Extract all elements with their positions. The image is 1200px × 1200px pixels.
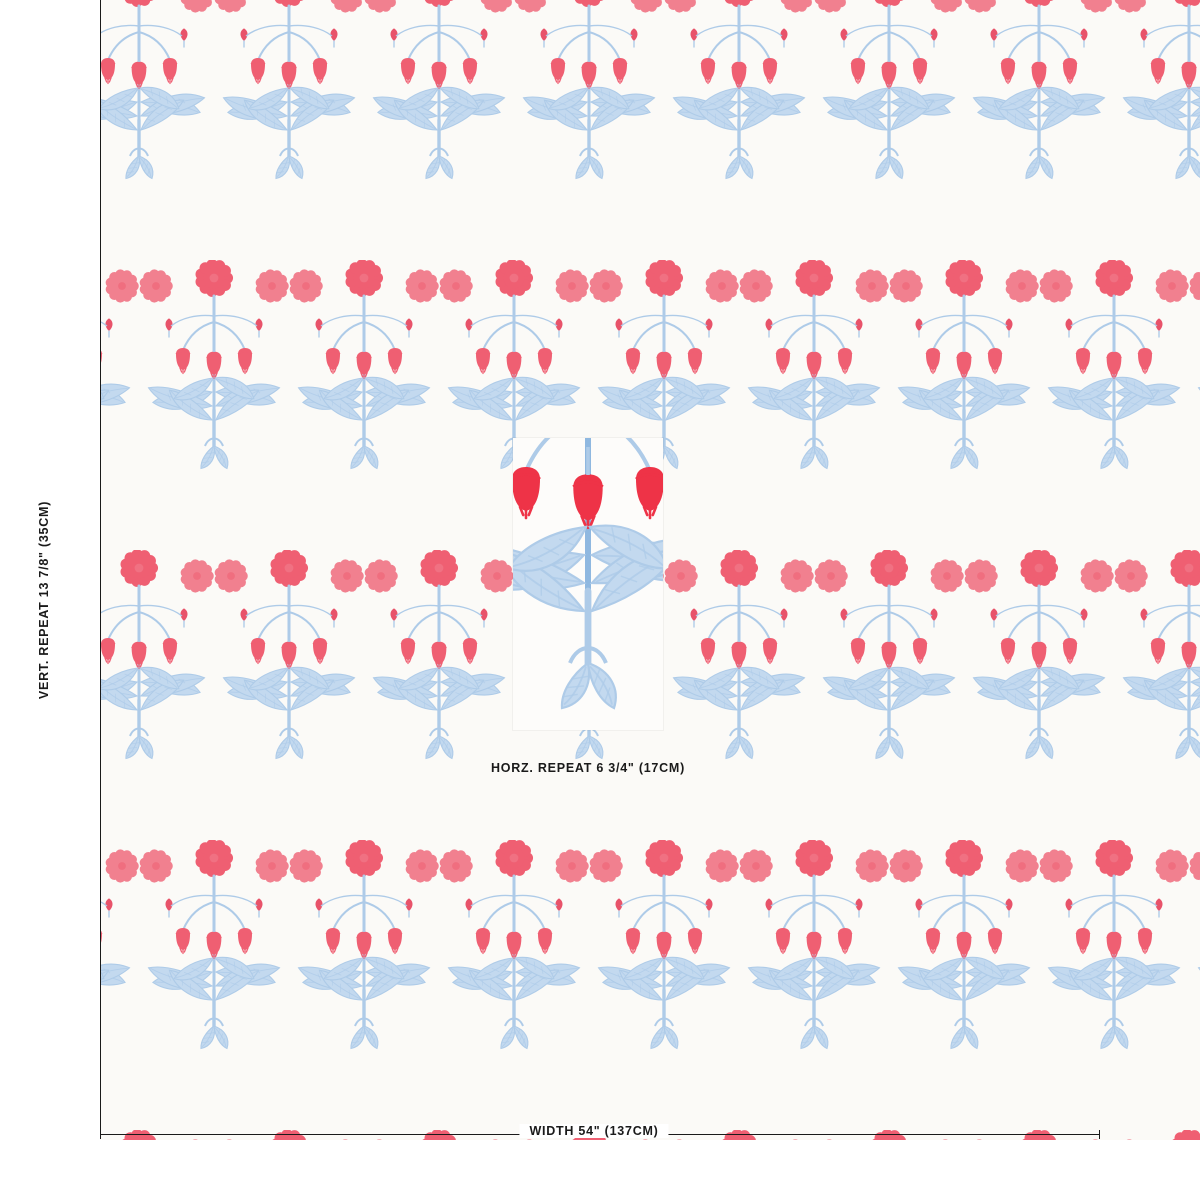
pattern-motif xyxy=(964,550,1114,840)
pattern-motif xyxy=(1039,260,1189,550)
pattern-motif xyxy=(1114,0,1200,260)
pattern-motif xyxy=(664,1130,814,1140)
pattern-motif xyxy=(739,260,889,550)
pattern-motif xyxy=(964,0,1114,260)
pattern-motif xyxy=(214,550,364,840)
pattern-motif xyxy=(814,0,964,260)
pattern-motif xyxy=(289,260,439,550)
pattern-motif xyxy=(739,840,889,1130)
pattern-motif xyxy=(100,260,139,550)
horizontal-repeat-label: HORZ. REPEAT 6 3/4" (17CM) xyxy=(491,761,685,775)
pattern-motif xyxy=(100,1130,214,1140)
pattern-motif xyxy=(364,550,514,840)
pattern-motif xyxy=(289,840,439,1130)
pattern-motif xyxy=(1114,1130,1200,1140)
pattern-motif xyxy=(139,840,289,1130)
detail-zoom-panel xyxy=(513,438,663,730)
vertical-measure-rule xyxy=(100,0,101,1134)
pattern-motif xyxy=(1039,840,1189,1130)
pattern-motif xyxy=(889,840,1039,1130)
detail-motif xyxy=(513,438,663,730)
pattern-motif xyxy=(664,0,814,260)
pattern-motif xyxy=(139,260,289,550)
pattern-motif xyxy=(589,840,739,1130)
pattern-motif xyxy=(1189,260,1200,550)
pattern-motif xyxy=(964,1130,1114,1140)
pattern-motif xyxy=(1189,840,1200,1130)
pattern-motif xyxy=(100,840,139,1130)
pattern-motif xyxy=(100,0,214,260)
pattern-motif xyxy=(814,550,964,840)
pattern-motif xyxy=(364,1130,514,1140)
vertical-repeat-label: VERT. REPEAT 13 7/8" (35CM) xyxy=(37,500,51,700)
detail-zoom-content xyxy=(513,438,663,730)
pattern-motif xyxy=(814,1130,964,1140)
pattern-motif xyxy=(514,0,664,260)
pattern-motif xyxy=(214,0,364,260)
pattern-motif xyxy=(664,550,814,840)
pattern-motif xyxy=(1114,550,1200,840)
width-label: WIDTH 54" (137CM) xyxy=(519,1124,668,1138)
pattern-motif xyxy=(364,0,514,260)
pattern-motif xyxy=(214,1130,364,1140)
pattern-motif xyxy=(100,550,214,840)
pattern-motif xyxy=(889,260,1039,550)
pattern-motif xyxy=(439,840,589,1130)
